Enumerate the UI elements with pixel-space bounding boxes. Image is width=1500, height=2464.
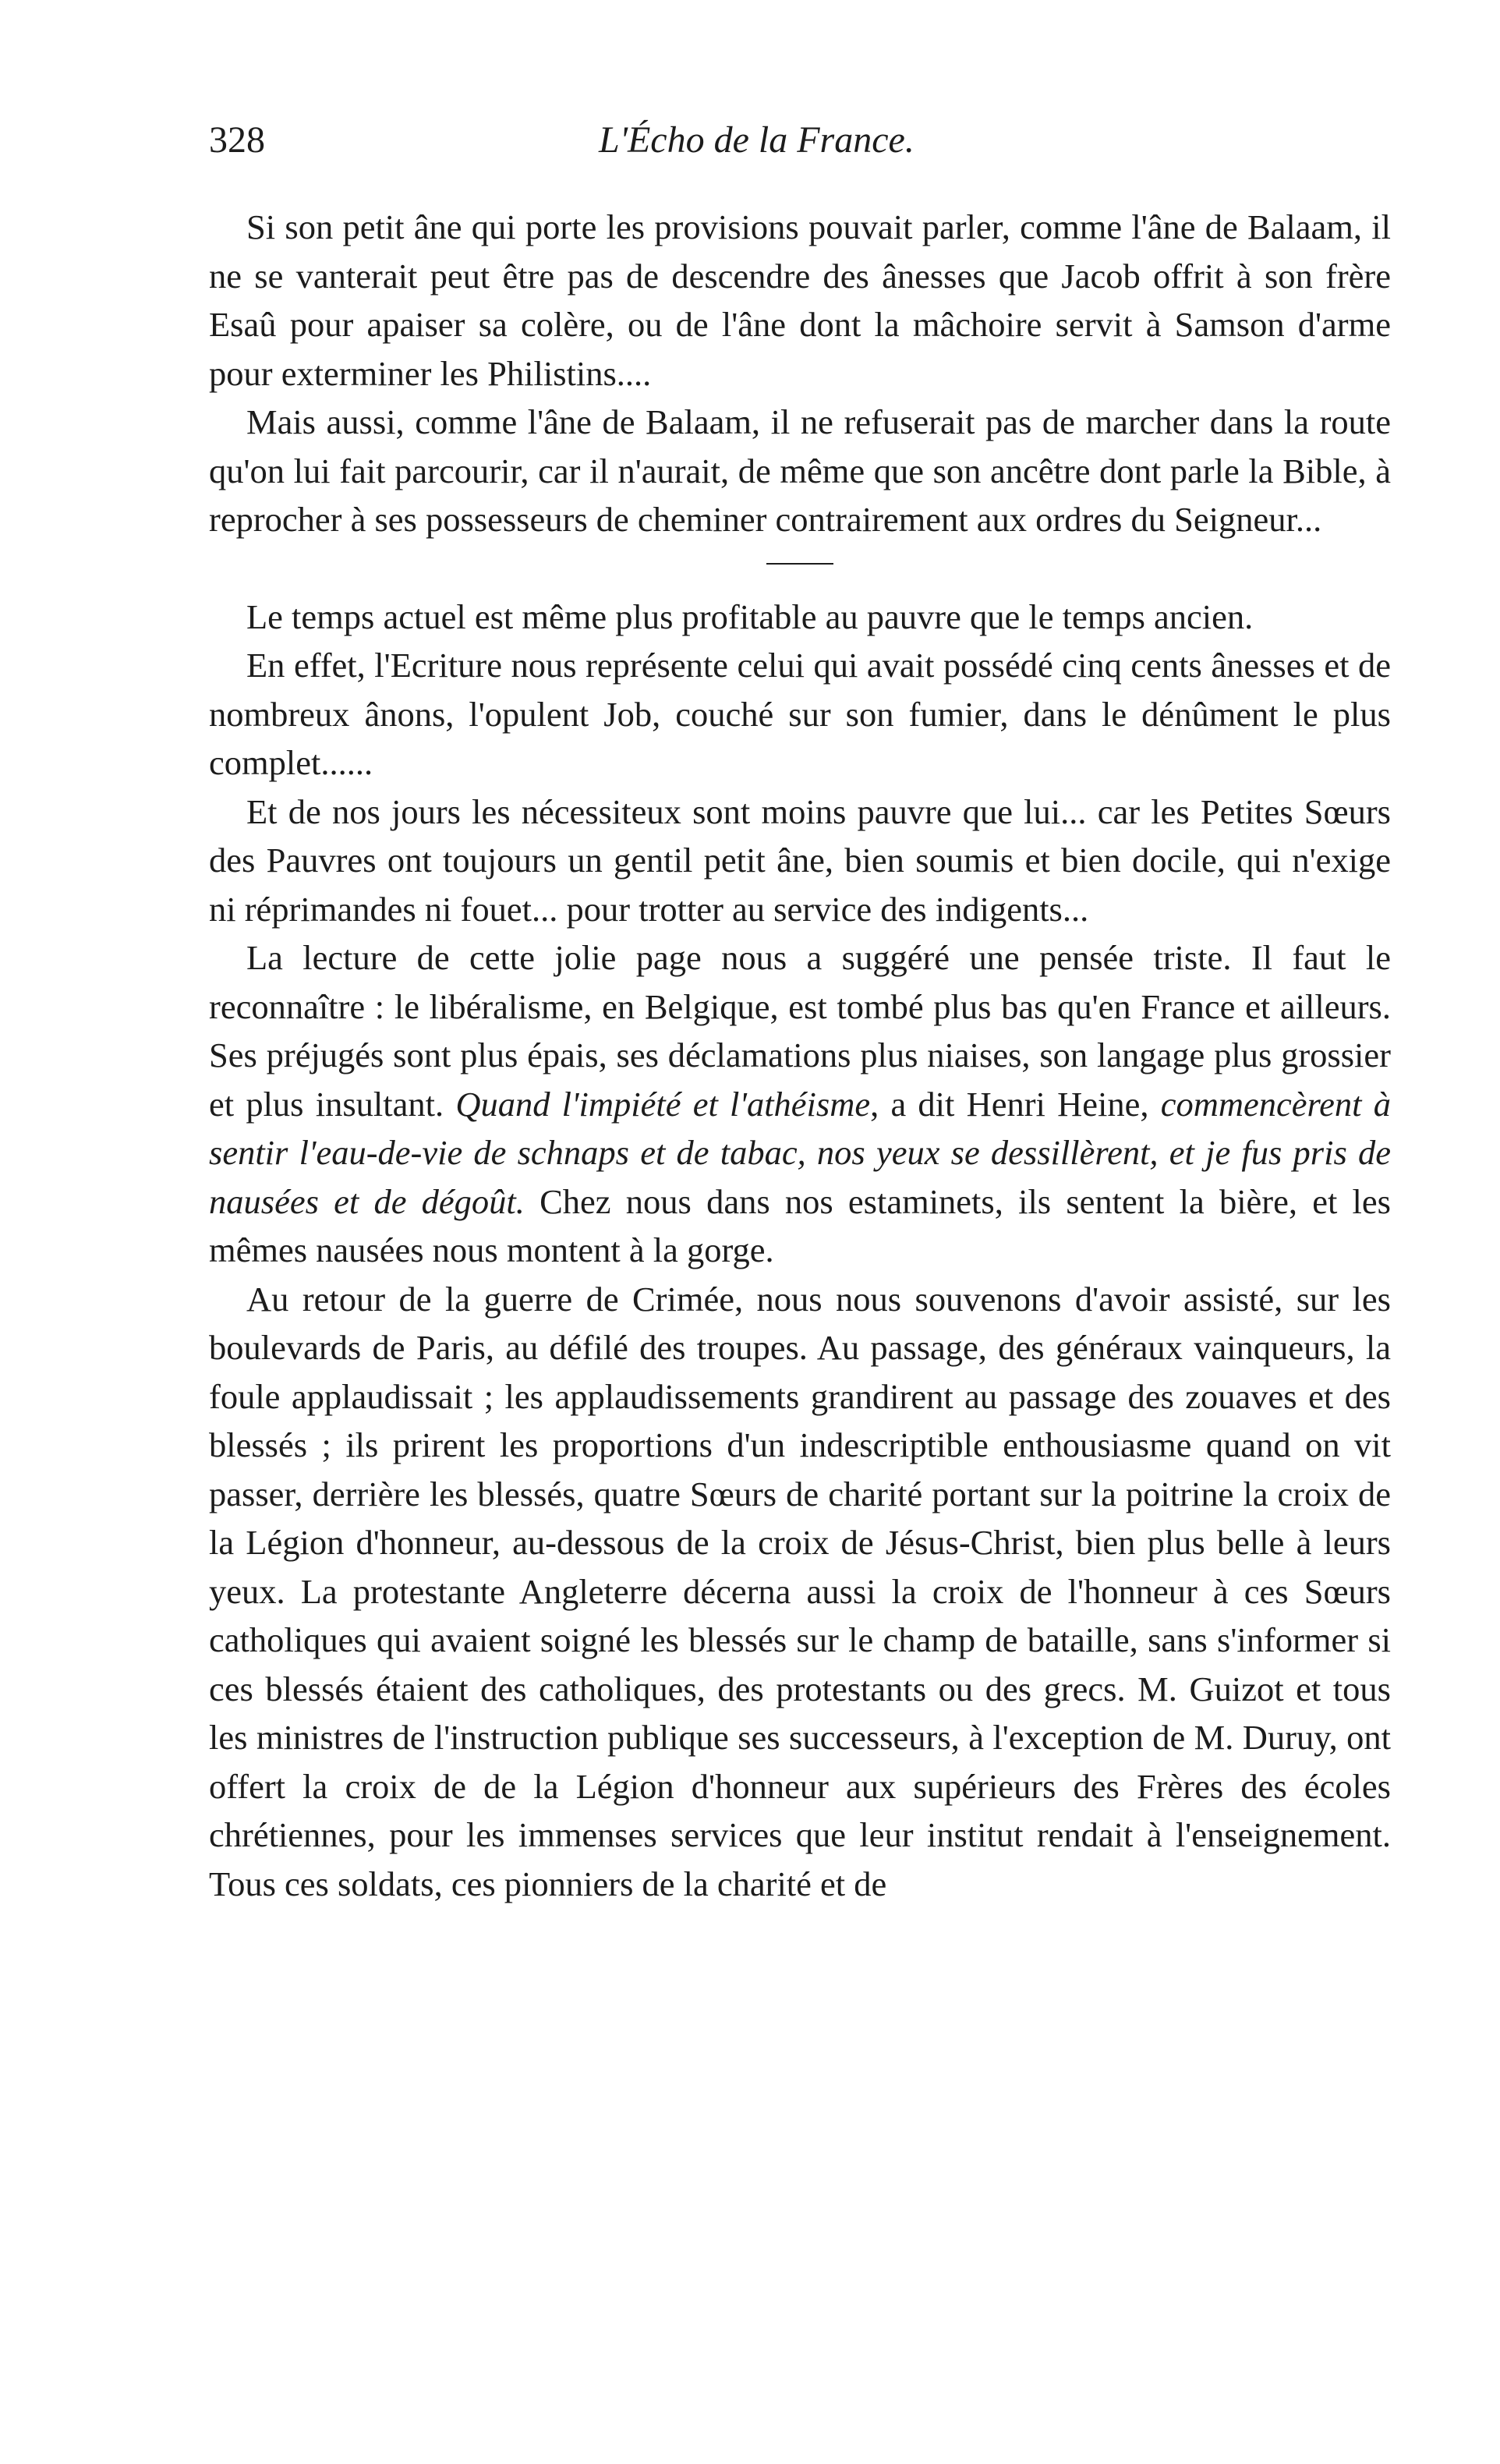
paragraph-5: Et de nos jours les nécessiteux sont moins pauvre que lui... car les Petites Sœurs des Pauvres ont toujours un gentil petit âne, bien soumis et bien docile, qui n'exige ni réprimandes ni fouet... pour trotter au service des indigents...: [209, 791, 1391, 929]
paragraph-3: Le temps actuel est même plus profitable au pauvre que le temps ancien.: [246, 597, 1254, 636]
paragraph-1: Si son petit âne qui porte les provisions pouvait parler, comme l'âne de Balaam, il ne se vanterait peut être pas de descendre des ânesses que Jacob offrit à son frère Esaû pour apaiser sa colère, ou de l'âne dont la mâchoire servit à Samson d'arme pour exterminer les Philistins....: [209, 207, 1391, 393]
paragraph-6-text-c: , a dit Henri Heine,: [870, 1084, 1161, 1124]
body-text: [209, 203, 1391, 1908]
section-divider: [766, 563, 833, 565]
paragraph-6-quote-b: commencèrent à sentir l'eau-de-vie de schnaps et de tabac, nos yeux se dessillèrent, et je fus pris de nausées et de dégoût.: [209, 1084, 1391, 1221]
paragraph-6-text-a: La lecture de cette jolie page nous a suggéré une pensée triste. Il faut le reconnaître : le libéralisme, en Belgique, est tombé plus bas qu'en France et ailleurs. Ses préjugés sont plus épais, ses déclamations plus niaises, son langage plus grossier et plus insultant.: [209, 938, 1391, 1124]
paragraph-6-text-e: Chez nous dans nos estaminets, ils sentent la bière, et les mêmes nausées nous montent à la gorge.: [209, 1181, 1391, 1269]
paragraph-6: [209, 933, 1391, 1275]
page-number: 328: [209, 119, 265, 161]
paragraph-7: Au retour de la guerre de Crimée, nous nous souvenons d'avoir assisté, sur les boulevards de Paris, au défilé des troupes. Au passage, des généraux vainqueurs, la foule applaudissait ; les applaudissements grandirent au passage des zouaves et des blessés ; ils prirent les proportions d'un indescriptible enthousiasme quand on vit passer, derrière les blessés, quatre Sœurs de charité portant sur la poitrine la croix de la Légion d'honneur, au-dessous de la croix de Jésus-Christ, bien plus belle à leurs yeux. La protestante Angleterre décerna aussi la croix de l'honneur à ces Sœurs catholiques qui avaient soigné les blessés sur le champ de bataille, sans s'informer si ces blessés étaient des catholiques, des protestants ou des grecs. M. Guizot et tous les ministres de l'instruction publique ses successeurs, à l'exception de M. Duruy, ont offert la croix de de la Légion d'honneur aux supérieurs des Frères des écoles chrétiennes, pour les immenses services que leur institut rendait à l'enseignement. Tous ces soldats, ces pionniers de la charité et de: [209, 1279, 1391, 1903]
running-title: L'Écho de la France.: [599, 119, 915, 161]
book-page: [209, 117, 1391, 1908]
paragraph-2: Mais aussi, comme l'âne de Balaam, il ne refuserait pas de marcher dans la route qu'on lui fait parcourir, car il n'aurait, de même que son ancêtre dont parle la Bible, à reprocher à ses possesseurs de cheminer contrairement aux ordres du Seigneur...: [209, 402, 1391, 539]
paragraph-4: En effet, l'Ecriture nous représente celui qui avait possédé cinq cents ânesses et de nombreux ânons, l'opulent Job, couché sur son fumier, dans le dénûment le plus complet......: [209, 646, 1391, 782]
paragraph-6-quote-a: Quand l'impiété et l'athéisme: [455, 1084, 871, 1124]
running-head: [209, 117, 1391, 164]
